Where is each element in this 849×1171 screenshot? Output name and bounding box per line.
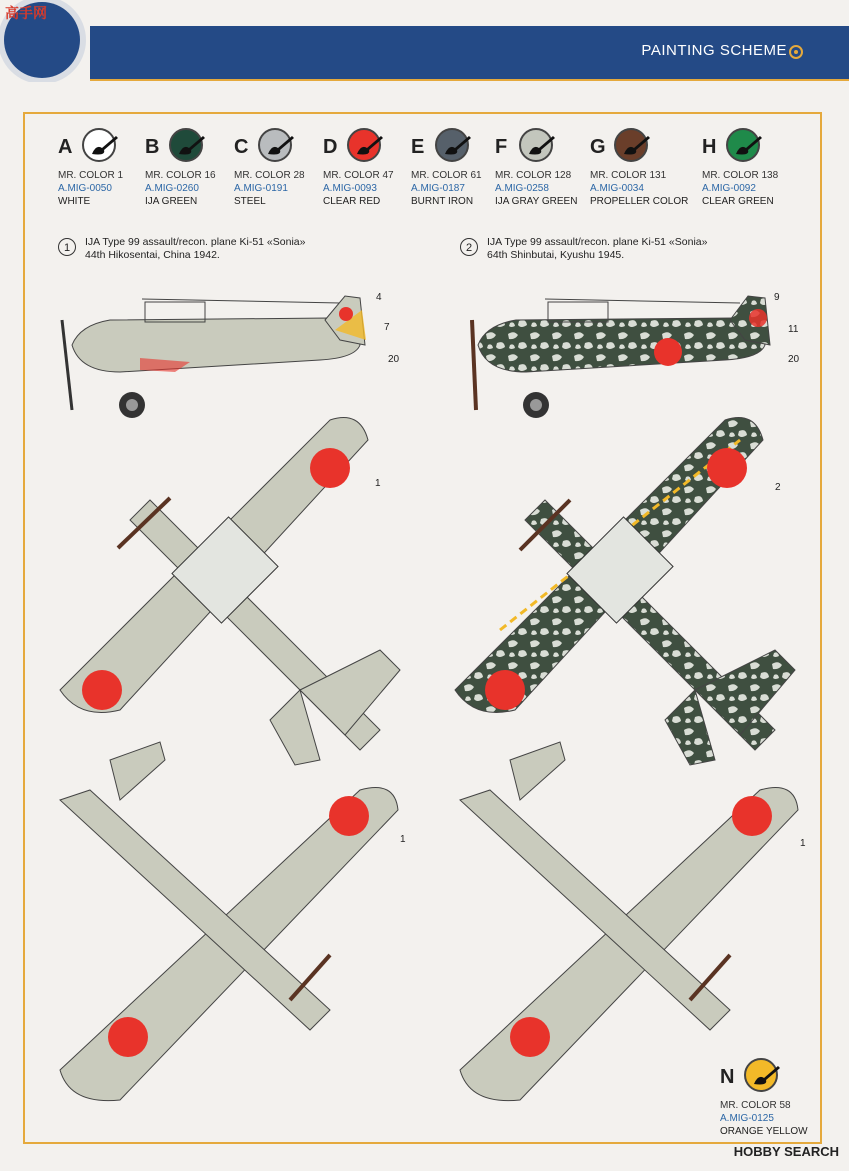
- top-view-scheme-1: [60, 418, 400, 766]
- swatch-mig-code: A.MIG-0050: [58, 183, 112, 194]
- footer-brand: HOBBY SEARCH: [733, 1144, 839, 1159]
- bottom-view-scheme-2: [460, 742, 798, 1101]
- swatch-name: BURNT IRON: [411, 196, 474, 207]
- callout-4: 4: [376, 292, 382, 303]
- callout-11: 11: [788, 324, 799, 335]
- swatch-letter: E: [411, 136, 425, 158]
- swatch-letter: B: [145, 136, 160, 158]
- swatch-mig-code: A.MIG-0125: [720, 1113, 774, 1124]
- swatch-mig-code: A.MIG-0258: [495, 183, 549, 194]
- scheme-line2: 64th Shinbutai, Kyushu 1945.: [487, 249, 625, 261]
- scheme-line1: IJA Type 99 assault/recon. plane Ki-51 «Sonia»: [487, 236, 708, 248]
- callout-20: 20: [388, 354, 400, 365]
- swatch-name: PROPELLER COLOR: [590, 196, 689, 207]
- callout-1b: 1: [400, 834, 406, 845]
- paintbrush-icon: [752, 1064, 782, 1088]
- swatch-name: STEEL: [234, 196, 266, 207]
- swatch-letter: F: [495, 136, 508, 158]
- swatch-letter: C: [234, 136, 249, 158]
- swatch-mr-code: MR. COLOR 58: [720, 1100, 791, 1111]
- swatch-mig-code: A.MIG-0093: [323, 183, 377, 194]
- top-view-scheme-2: [455, 418, 795, 766]
- swatch-mr-code: MR. COLOR 28: [234, 170, 305, 181]
- swatch-mr-code: MR. COLOR 61: [411, 170, 482, 181]
- swatch-letter: D: [323, 136, 338, 158]
- swatch-mr-code: MR. COLOR 131: [590, 170, 667, 181]
- side-view-scheme-2: [472, 296, 770, 418]
- swatch-mr-code: MR. COLOR 138: [702, 170, 779, 181]
- swatch-letter: N: [720, 1066, 735, 1088]
- swatch-letter: A: [58, 136, 73, 158]
- swatch-mig-code: A.MIG-0092: [702, 183, 756, 194]
- swatch-name: CLEAR GREEN: [702, 196, 774, 207]
- swatch-name: WHITE: [58, 196, 91, 207]
- watermark-logo: 高手网: [5, 5, 47, 21]
- scheme-line1: IJA Type 99 assault/recon. plane Ki-51 «Sonia»: [85, 236, 306, 248]
- swatch-letter: H: [702, 136, 717, 158]
- callout-20b: 20: [788, 354, 800, 365]
- scheme-number: 2: [460, 238, 478, 256]
- swatch-name: IJA GREEN: [145, 196, 198, 207]
- swatch-name: CLEAR RED: [323, 196, 381, 207]
- scheme-number: 1: [58, 238, 76, 256]
- callout-7: 7: [384, 322, 390, 333]
- callout-2: 2: [775, 482, 781, 493]
- swatch-name: IJA GRAY GREEN: [495, 196, 578, 207]
- side-view-scheme-1: [62, 296, 366, 418]
- swatch-name: ORANGE YELLOW: [720, 1126, 808, 1137]
- swatch-mr-code: MR. COLOR 1: [58, 170, 124, 181]
- bottom-view-scheme-1: [60, 742, 398, 1101]
- callout-9: 9: [774, 292, 780, 303]
- swatch-mig-code: A.MIG-0034: [590, 183, 644, 194]
- swatch-mr-code: MR. COLOR 47: [323, 170, 394, 181]
- swatch-mr-code: MR. COLOR 128: [495, 170, 572, 181]
- page-title: PAINTING SCHEME: [641, 42, 787, 59]
- swatch-mig-code: A.MIG-0260: [145, 183, 199, 194]
- swatch-mr-code: MR. COLOR 16: [145, 170, 216, 181]
- swatch-mig-code: A.MIG-0187: [411, 183, 465, 194]
- scheme-line2: 44th Hikosentai, China 1942.: [85, 249, 220, 261]
- callout-1: 1: [375, 478, 381, 489]
- swatch-mig-code: A.MIG-0191: [234, 183, 288, 194]
- swatch-letter: G: [590, 136, 606, 158]
- callout-1c: 1: [800, 838, 806, 849]
